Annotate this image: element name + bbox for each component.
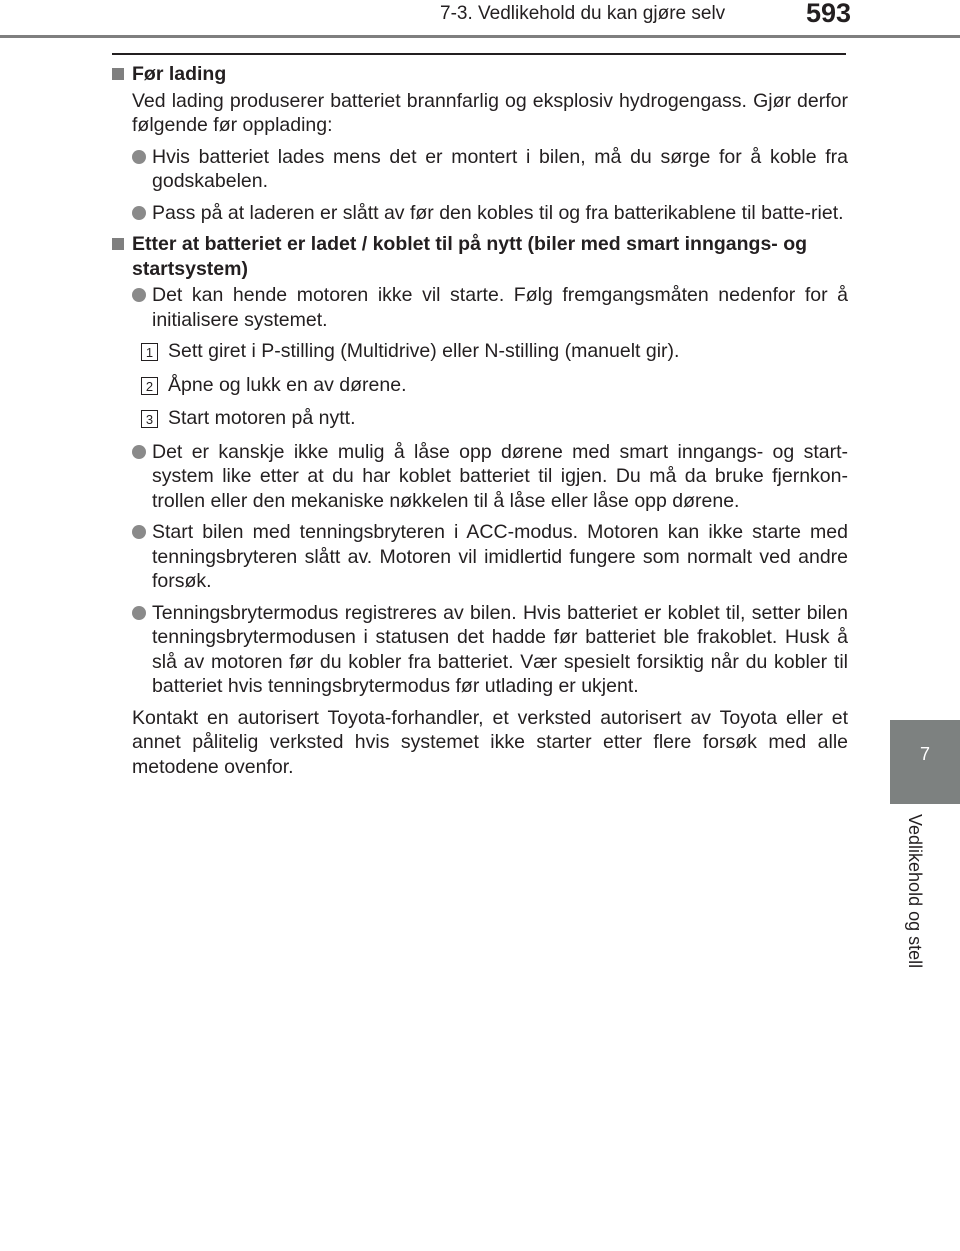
heading-text: Etter at batteriet er ladet / koblet til på nytt (biler med smart inngangs- og startsystem) (132, 233, 808, 280)
section-heading (112, 232, 848, 281)
bullet-text: Tenningsbrytermodus registreres av bilen. Hvis batteriet er koblet til, setter bilen tenningsbrytermodusen i statusen det hadde før batteriet ble frakoblet. Husk å slå av motoren før du kobler fra batteriet. Vær spesielt forsiktig når du kobler til batteriet hvis tenningsbrytermodus før utlading er ukjent. (152, 601, 848, 697)
page-number: 593 (806, 0, 852, 28)
bullet-item (112, 440, 848, 514)
circle-bullet-icon (132, 525, 146, 539)
chapter-number: 7 (919, 744, 930, 764)
bullet-item (112, 601, 848, 699)
bullet-item (112, 520, 848, 594)
circle-bullet-icon (132, 150, 146, 164)
square-bullet-icon (112, 68, 124, 80)
header-rule (0, 35, 960, 38)
step-text: Sett giret i P-stilling (Multidrive) eller N-stilling (manuelt gir). (168, 340, 680, 362)
content-rule (112, 53, 846, 55)
bullet-text: Pass på at laderen er slått av før den kobles til og fra batterikablene til batte-riet. (152, 201, 844, 224)
circle-bullet-icon (132, 288, 146, 302)
closing-paragraph: Kontakt en autorisert Toyota-forhandler, et verksted autorisert av Toyota eller et annet pålitelig verksted hvis systemet ikke starter etter flere forsøk med alle metodene ovenfor. (132, 706, 848, 778)
chapter-label-container (890, 804, 960, 1004)
circle-bullet-icon (132, 445, 146, 459)
section-heading (112, 62, 848, 87)
heading-text: Før lading (132, 63, 227, 85)
bullet-text: Hvis batteriet lades mens det er montert i bilen, må du sørge for å koble fra godskabelen. (152, 145, 848, 192)
bullet-item (112, 201, 848, 226)
step-number: 3 (141, 410, 158, 428)
page-content (112, 62, 848, 779)
step-number: 1 (141, 343, 158, 361)
chapter-tab (890, 720, 960, 804)
section-title: 7-3. Vedlikehold du kan gjøre selv (440, 3, 726, 24)
step-text: Åpne og lukk en av dørene. (168, 373, 407, 396)
bullet-item (112, 145, 848, 194)
bullet-item (112, 283, 848, 332)
bullet-text: Start bilen med tenningsbryteren i ACC-modus. Motoren kan ikke starte med tenningsbryteren slått av. Motoren vil imidlertid fungere som normalt ved andre forsøk. (152, 521, 848, 592)
square-bullet-icon (112, 238, 124, 250)
bullet-text: Det er kanskje ikke mulig å låse opp dørene med smart inngangs- og start-system like etter at du har koblet batteriet til igjen. Du må da bruke fjernkon-trollen eller den mekaniske nøkkelen til å låse eller låse opp dørene. (152, 440, 848, 512)
step-item (112, 373, 848, 398)
intro-paragraph: Ved lading produserer batteriet brannfarlig og eksplosiv hydrogengass. Gjør derfor følgende før opplading: (132, 89, 848, 136)
bullet-text: Det kan hende motoren ikke vil starte. Følg fremgangsmåten nedenfor for å initialisere systemet. (152, 284, 848, 331)
circle-bullet-icon (132, 206, 146, 220)
step-text: Start motoren på nytt. (168, 407, 356, 429)
step-item (112, 339, 848, 364)
step-item (112, 406, 848, 431)
step-number: 2 (141, 377, 158, 395)
circle-bullet-icon (132, 606, 146, 620)
chapter-label: Vedlikehold og stell (905, 814, 925, 969)
